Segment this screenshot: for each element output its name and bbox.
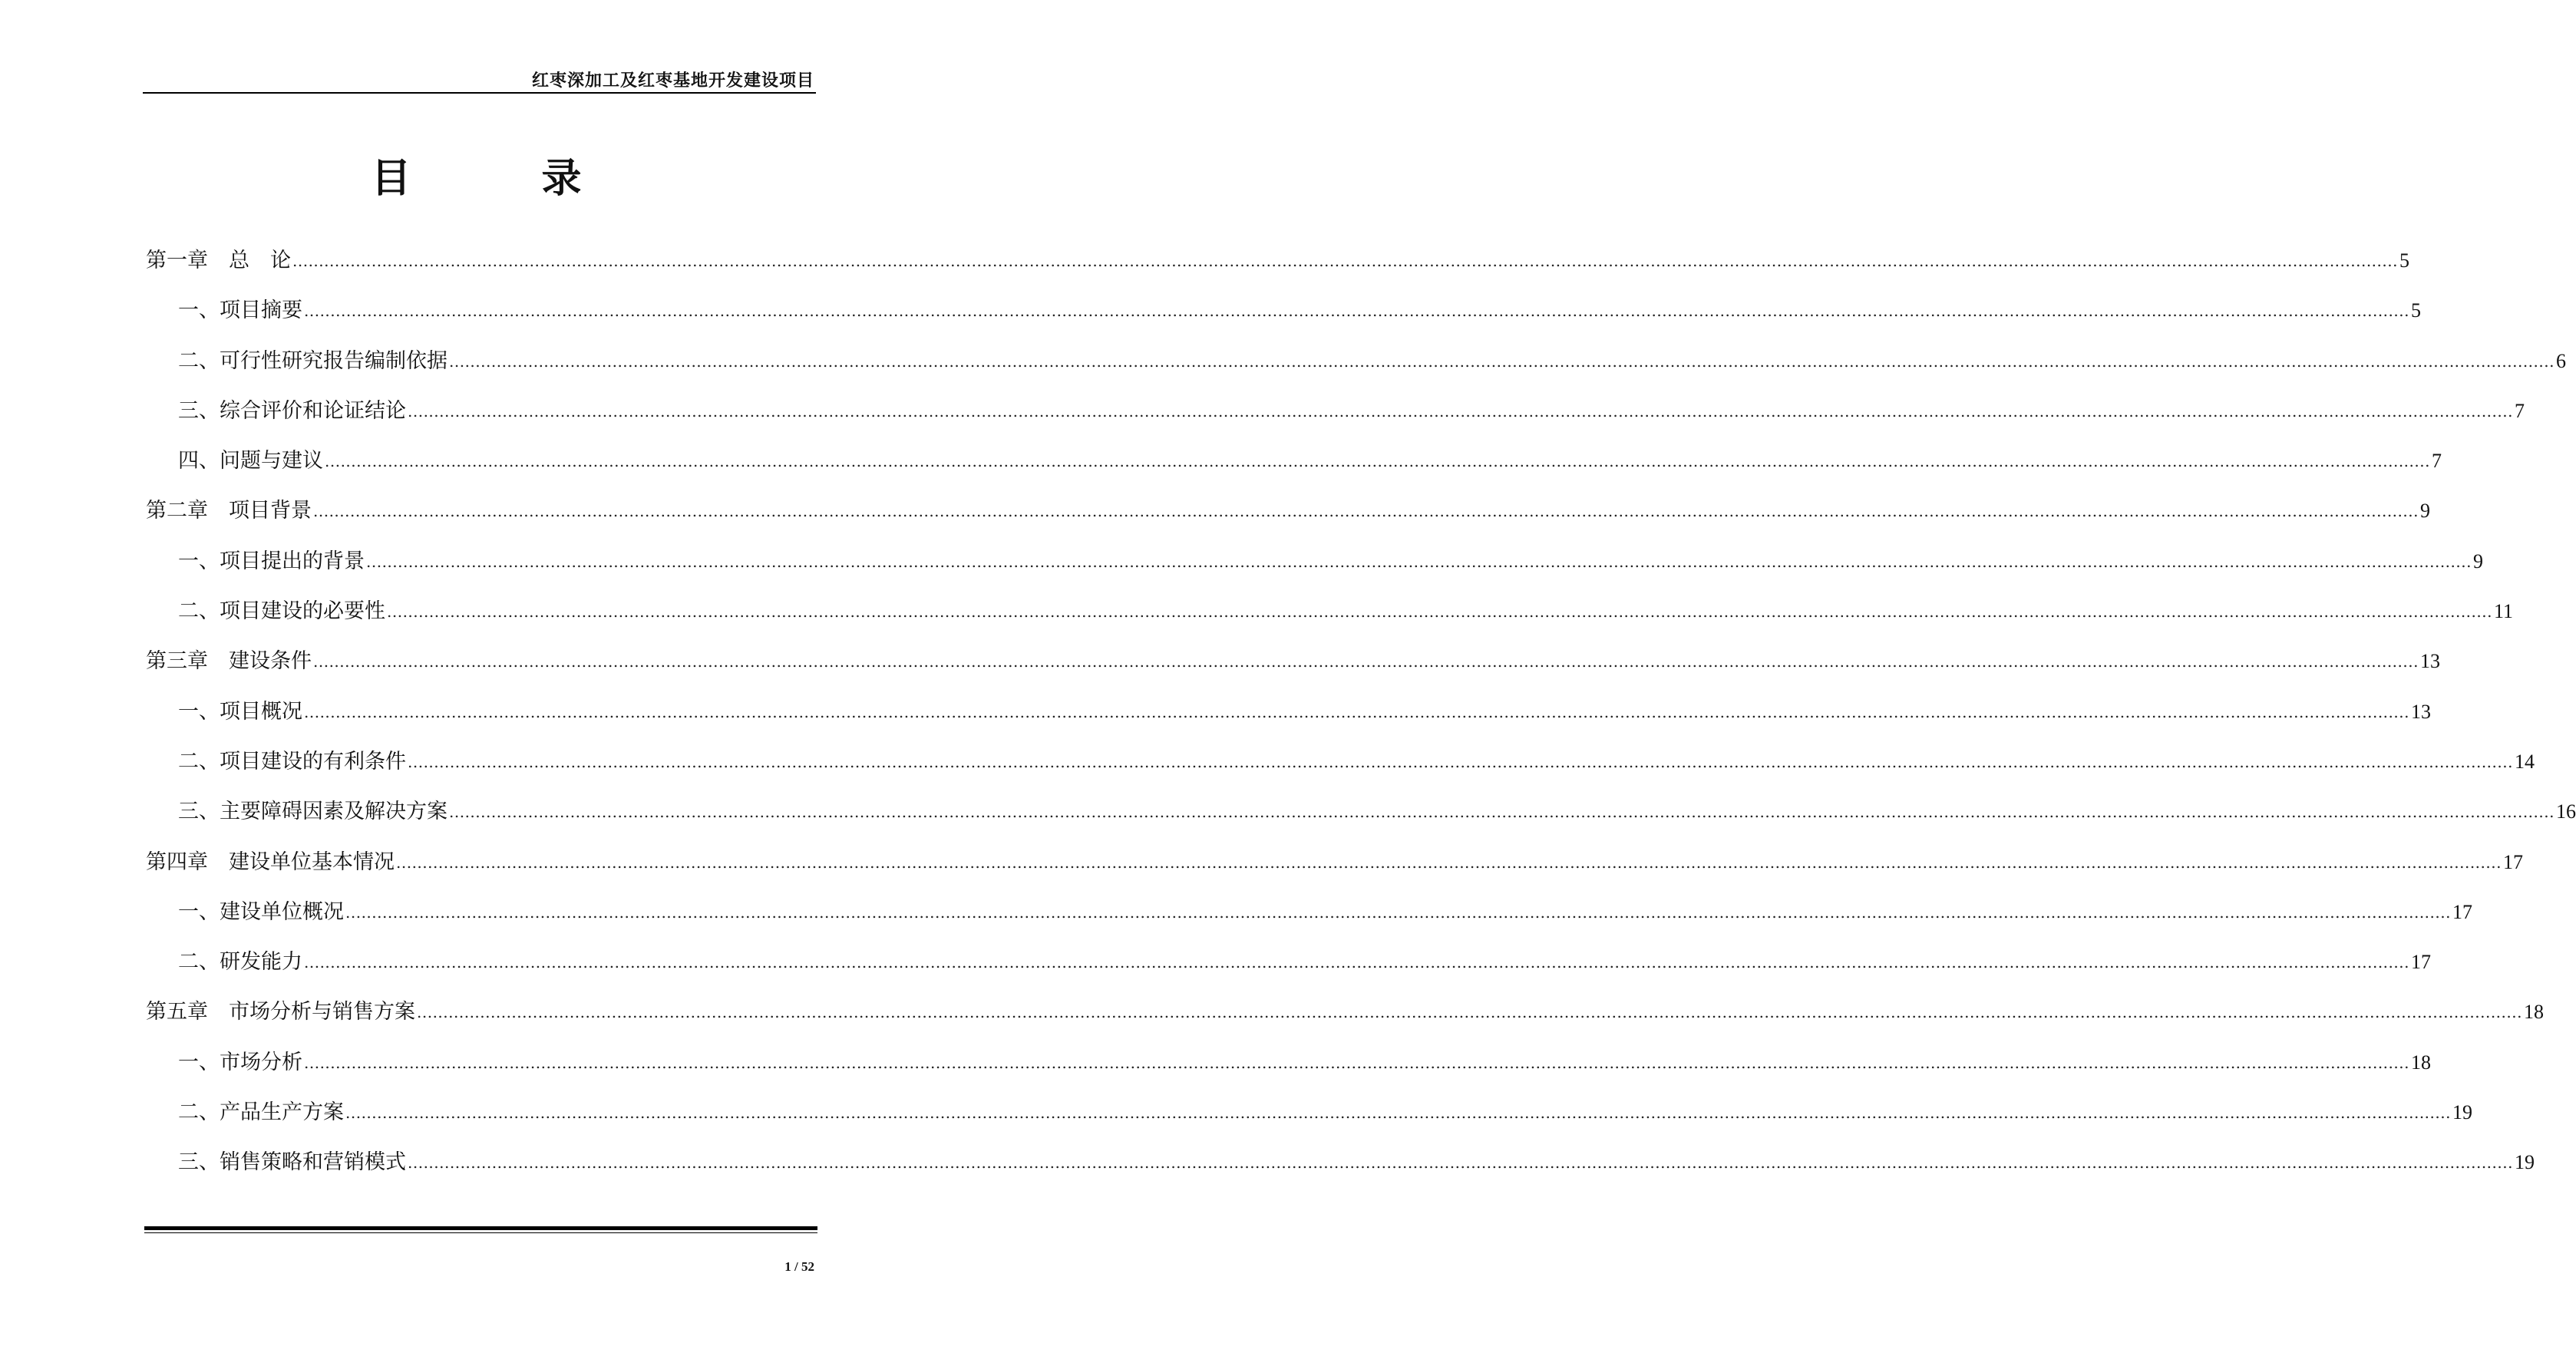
toc-dot-leader: ................................................................................................................................................................................................................................................................................................................................................................................................................	[449, 803, 2555, 822]
toc-section-entry[interactable]	[146, 546, 2483, 596]
toc-section-entry[interactable]	[146, 596, 2514, 646]
toc-entry-page: 5	[2410, 299, 2421, 322]
toc-chapter-entry[interactable]	[146, 246, 2409, 295]
toc-entry-label: 二、研发能力	[178, 950, 302, 975]
toc-entry-page: 16	[2555, 800, 2576, 823]
toc-section-entry[interactable]	[146, 396, 2525, 446]
toc-entry-page: 18	[2410, 1051, 2431, 1074]
toc-dot-leader: ................................................................................................................................................................................................................................................................................................................................................................................................................	[325, 452, 2430, 471]
toc-section-entry[interactable]	[146, 295, 2421, 345]
toc-entry-page: 13	[2419, 650, 2440, 673]
toc-entry-label: 第三章 建设条件	[146, 649, 312, 674]
page-number: 1 / 52	[784, 1259, 814, 1274]
toc-entry-page: 9	[2419, 500, 2430, 523]
toc-dot-leader: ................................................................................................................................................................................................................................................................................................................................................................................................................	[408, 401, 2513, 421]
toc-title-gap	[411, 152, 542, 206]
toc-entry-page: 17	[2452, 900, 2472, 923]
toc-dot-leader: ................................................................................................................................................................................................................................................................................................................................................................................................................	[304, 302, 2409, 321]
toc-dot-leader: ................................................................................................................................................................................................................................................................................................................................................................................................................	[449, 351, 2555, 371]
toc-entry-page: 17	[2410, 951, 2431, 974]
toc-entry-label: 第五章 市场分析与销售方案	[146, 1000, 415, 1024]
toc-entry-page: 7	[2431, 450, 2442, 473]
toc-entry-page: 14	[2514, 750, 2535, 773]
toc-section-entry[interactable]	[146, 947, 2431, 997]
toc-section-entry[interactable]	[146, 346, 2566, 396]
toc-chapter-entry[interactable]	[146, 997, 2544, 1047]
toc-entry-label: 二、项目建设的有利条件	[178, 749, 406, 774]
toc-chapter-entry[interactable]	[146, 847, 2523, 897]
toc-dot-leader: ................................................................................................................................................................................................................................................................................................................................................................................................................	[313, 502, 2419, 521]
toc-entry-label: 二、项目建设的必要性	[178, 599, 385, 624]
toc-entry-label: 第二章 项目背景	[146, 499, 312, 523]
toc-section-entry[interactable]	[146, 1047, 2431, 1097]
toc-entry-label: 一、市场分析	[178, 1050, 302, 1074]
toc-entry-label: 二、产品生产方案	[178, 1100, 344, 1125]
toc-dot-leader: ................................................................................................................................................................................................................................................................................................................................................................................................................	[345, 1104, 2451, 1123]
footer-rule-thin	[144, 1232, 817, 1233]
toc-section-entry[interactable]	[146, 1147, 2535, 1197]
toc-chapter-entry[interactable]	[146, 496, 2430, 546]
toc-entry-label: 一、项目概况	[178, 699, 302, 724]
toc-entry-page: 13	[2410, 700, 2431, 723]
toc-chapter-entry[interactable]	[146, 646, 2440, 696]
toc-title-right: 录	[541, 156, 582, 202]
toc-section-entry[interactable]	[146, 1097, 2472, 1147]
header-rule	[143, 92, 816, 94]
toc-dot-leader: ................................................................................................................................................................................................................................................................................................................................................................................................................	[304, 702, 2409, 721]
toc-entry-label: 第一章 总 论	[146, 249, 291, 272]
toc-entry-label: 四、问题与建议	[178, 449, 323, 473]
toc-list	[146, 246, 2576, 1198]
toc-entry-page: 19	[2452, 1101, 2472, 1124]
toc-dot-leader: ................................................................................................................................................................................................................................................................................................................................................................................................................	[396, 853, 2502, 872]
toc-entry-label: 一、建设单位概况	[178, 899, 344, 924]
toc-dot-leader: ................................................................................................................................................................................................................................................................................................................................................................................................................	[366, 552, 2472, 571]
toc-entry-label: 一、项目提出的背景	[178, 549, 365, 573]
toc-dot-leader: ................................................................................................................................................................................................................................................................................................................................................................................................................	[408, 1153, 2513, 1173]
toc-entry-label: 三、销售策略和营销模式	[178, 1150, 406, 1175]
toc-dot-leader: ................................................................................................................................................................................................................................................................................................................................................................................................................	[292, 252, 2398, 270]
toc-section-entry[interactable]	[146, 697, 2431, 747]
toc-title	[0, 152, 953, 206]
toc-entry-page: 11	[2493, 600, 2514, 623]
footer-rule	[144, 1226, 817, 1230]
toc-entry-page: 5	[2399, 249, 2409, 272]
toc-entry-page: 9	[2472, 549, 2483, 572]
running-header: 红枣深加工及红枣基地开发建设项目	[531, 71, 814, 91]
toc-section-entry[interactable]	[146, 797, 2576, 846]
toc-dot-leader: ................................................................................................................................................................................................................................................................................................................................................................................................................	[313, 652, 2419, 671]
toc-entry-page: 17	[2502, 850, 2523, 873]
toc-section-entry[interactable]	[146, 747, 2535, 797]
toc-dot-leader: ................................................................................................................................................................................................................................................................................................................................................................................................................	[387, 602, 2492, 622]
toc-entry-page: 18	[2523, 1001, 2544, 1024]
toc-entry-label: 一、项目摘要	[178, 299, 302, 323]
toc-dot-leader: ................................................................................................................................................................................................................................................................................................................................................................................................................	[408, 752, 2513, 771]
toc-title-left: 目	[371, 156, 411, 202]
toc-dot-leader: ................................................................................................................................................................................................................................................................................................................................................................................................................	[345, 902, 2451, 922]
toc-section-entry[interactable]	[146, 446, 2442, 496]
toc-entry-label: 二、可行性研究报告编制依据	[178, 348, 447, 373]
toc-entry-page: 7	[2514, 399, 2525, 422]
toc-entry-label: 第四章 建设单位基本情况	[146, 849, 395, 874]
toc-dot-leader: ................................................................................................................................................................................................................................................................................................................................................................................................................	[304, 1053, 2409, 1072]
toc-dot-leader: ................................................................................................................................................................................................................................................................................................................................................................................................................	[417, 1003, 2522, 1022]
toc-entry-page: 6	[2555, 349, 2566, 372]
toc-dot-leader: ................................................................................................................................................................................................................................................................................................................................................................................................................	[304, 953, 2409, 972]
toc-entry-page: 19	[2514, 1151, 2535, 1174]
toc-section-entry[interactable]	[146, 897, 2472, 947]
toc-entry-label: 三、综合评价和论证结论	[178, 398, 406, 423]
toc-entry-label: 三、主要障碍因素及解决方案	[178, 800, 447, 824]
